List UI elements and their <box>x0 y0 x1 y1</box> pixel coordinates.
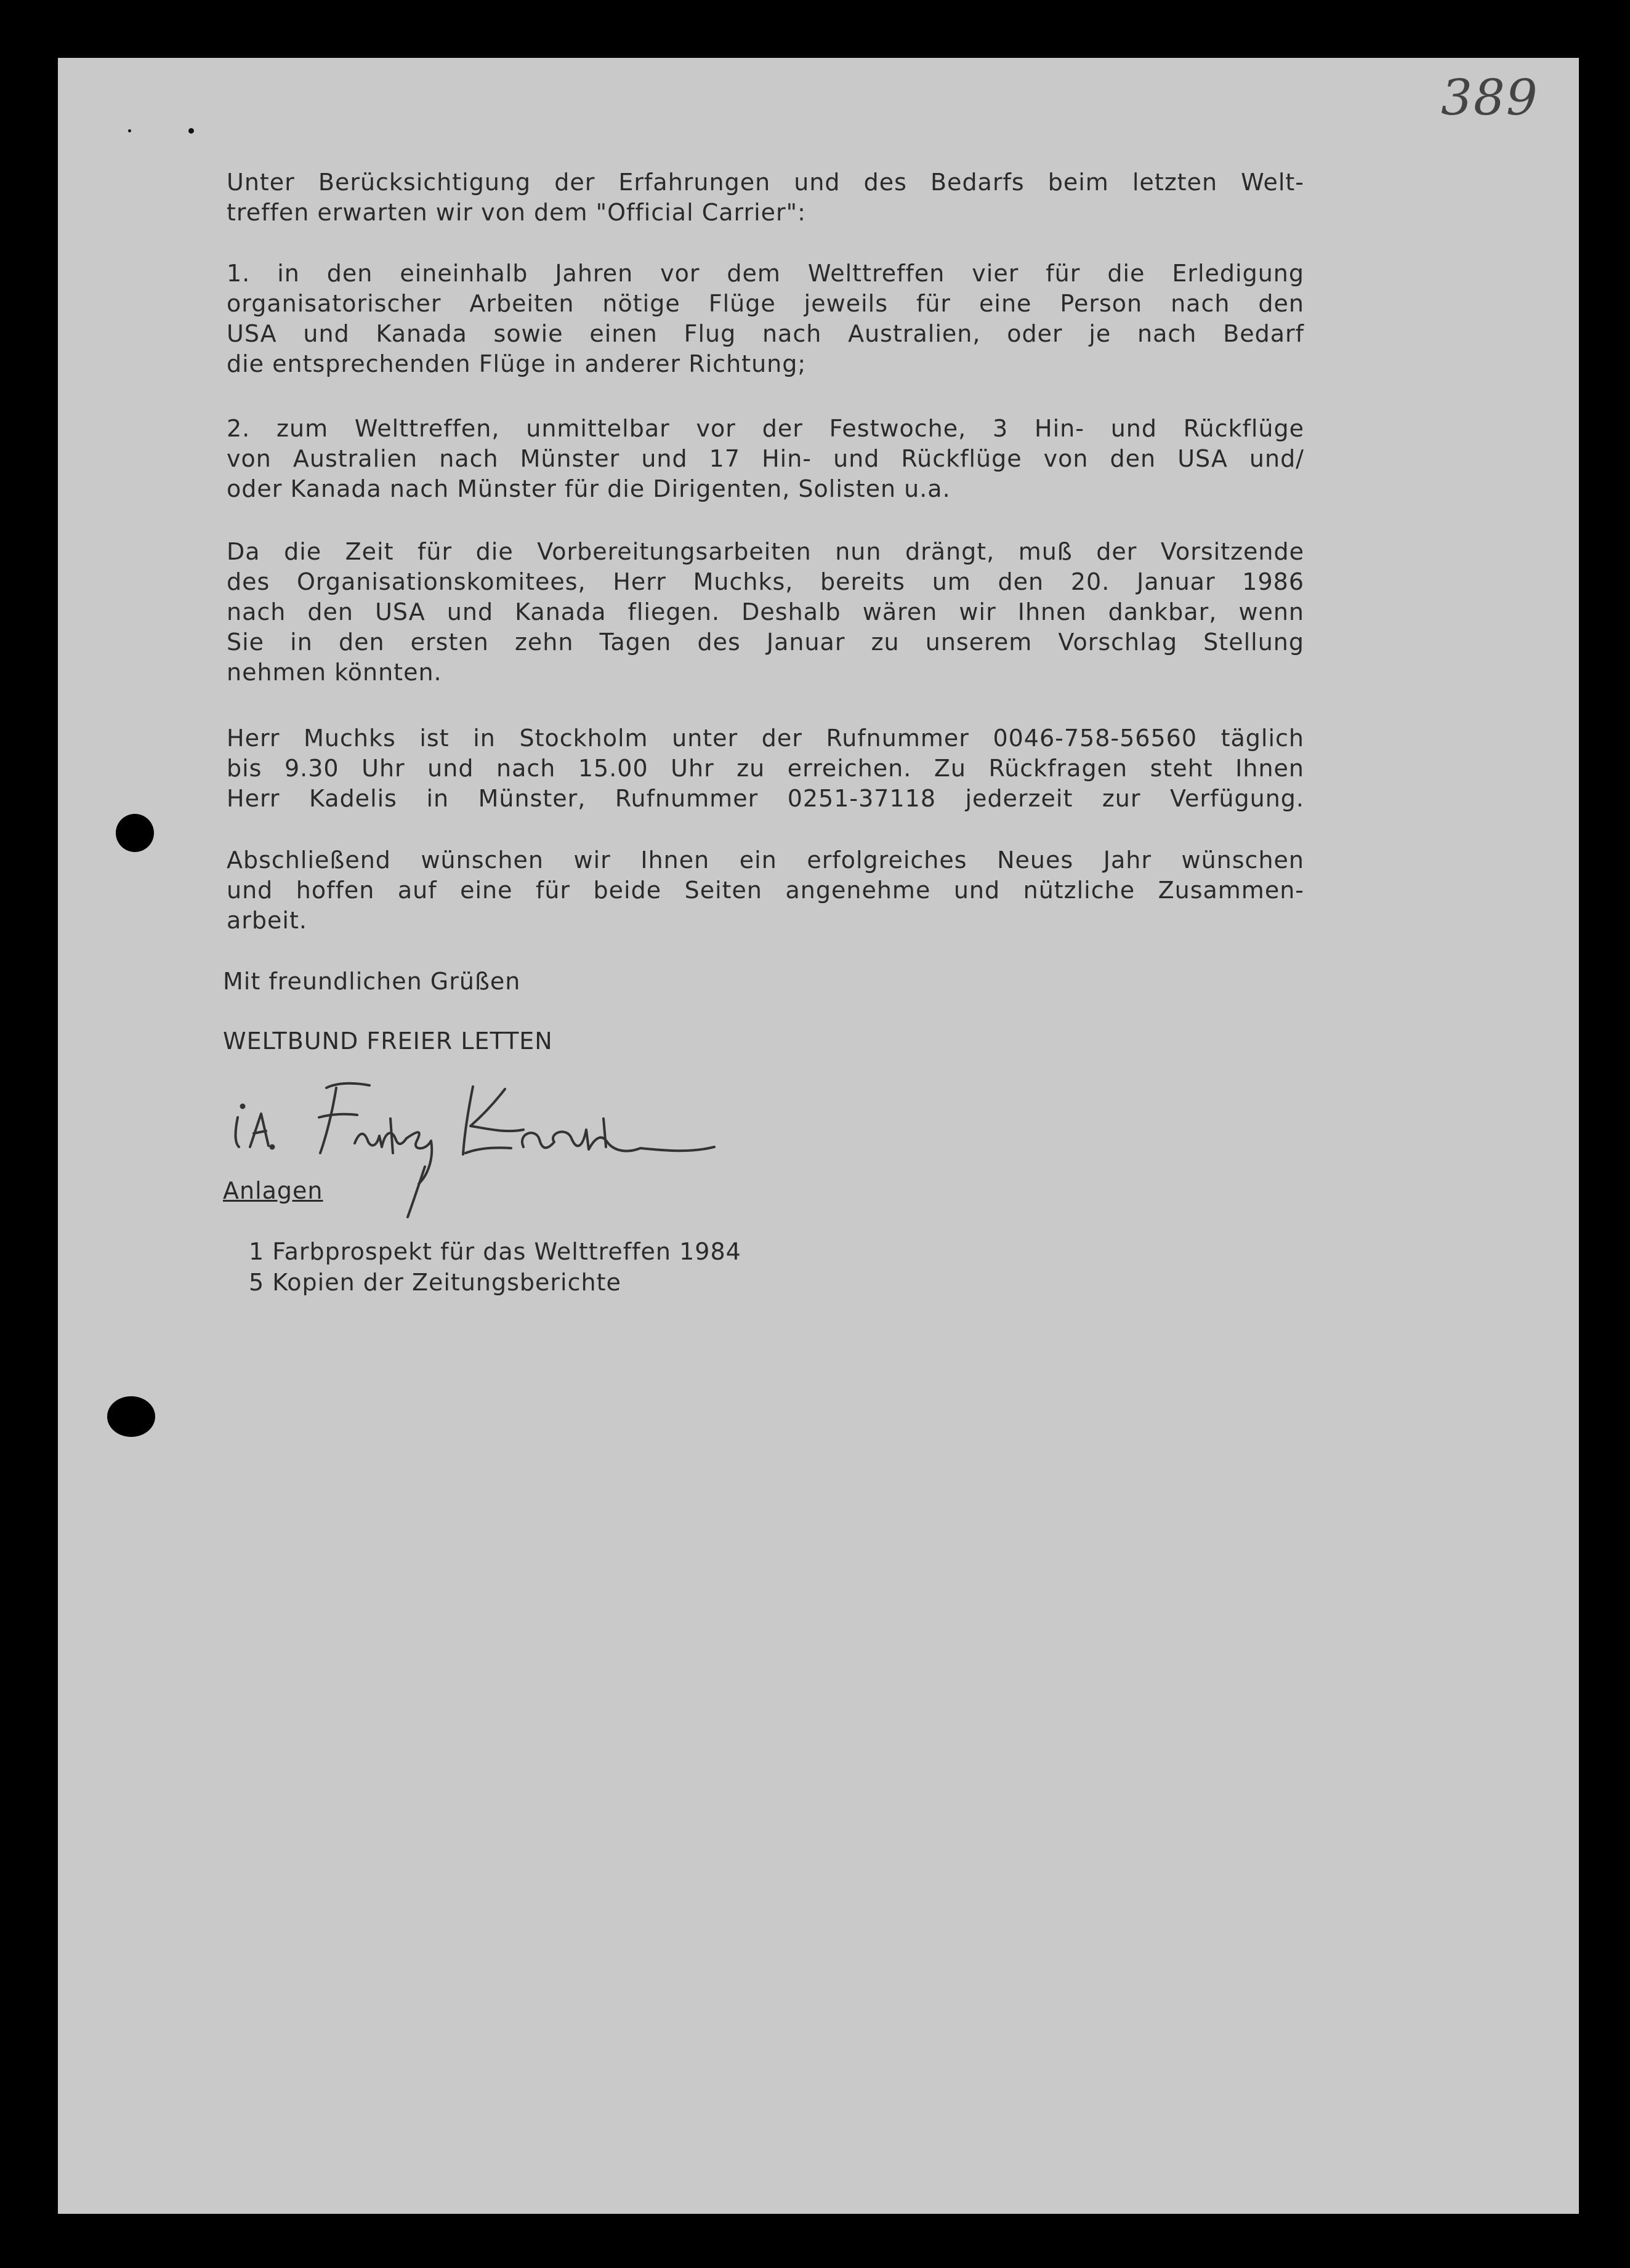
attachment-item: 1 Farbprospekt für das Welttreffen 1984 <box>249 1238 741 1265</box>
attachments-heading: Anlagen <box>223 1177 323 1204</box>
paragraph-item-1 <box>227 259 1304 379</box>
page-number: 389 <box>1441 69 1539 126</box>
closing-greeting: Mit freundlichen Grüßen <box>223 968 521 995</box>
punch-hole <box>116 814 154 852</box>
text-line: USA und Kanada sowie einen Flug nach Australien, oder je nach Bedarf <box>227 320 1304 347</box>
text-line: nach den USA und Kanada fliegen. Deshalb wären wir Ihnen dankbar, wenn <box>227 598 1304 625</box>
paragraph-intro <box>227 167 1304 228</box>
text-line: und hoffen auf eine für beide Seiten angenehme und nützliche Zusammen- <box>227 877 1304 904</box>
text-line: von Australien nach Münster und 17 Hin- und Rückflüge von den USA und/ <box>227 445 1304 472</box>
text-line: 2. zum Welttreffen, unmittelbar vor der Festwoche, 3 Hin- und Rückflüge <box>227 415 1304 442</box>
organization-name: WELTBUND FREIER LETTEN <box>223 1027 553 1055</box>
text-line: Herr Muchks ist in Stockholm unter der Rufnummer 0046-758-56560 täglich <box>227 725 1304 752</box>
text-line: Abschließend wünschen wir Ihnen ein erfolgreiches Neues Jahr wünschen <box>227 846 1304 874</box>
paragraph-closing-wishes <box>227 845 1304 936</box>
text-line: organisatorischer Arbeiten nötige Flüge jeweils für eine Person nach den <box>227 290 1304 317</box>
punch-hole <box>107 1396 155 1437</box>
punch-mark <box>128 129 131 132</box>
text-line: Sie in den ersten zehn Tagen des Januar zu unserem Vorschlag Stellung <box>227 629 1304 656</box>
text-line: oder Kanada nach Münster für die Dirigenten, Solisten u.a. <box>227 475 951 502</box>
text-line: arbeit. <box>227 907 307 934</box>
text-line: treffen erwarten wir von dem "Official Carrier": <box>227 199 806 226</box>
paragraph-item-2 <box>227 414 1304 504</box>
text-line: Herr Kadelis in Münster, Rufnummer 0251-37118 jederzeit zur Verfügung. <box>227 785 1304 812</box>
text-line: Da die Zeit für die Vorbereitungsarbeiten nun drängt, muß der Vorsitzende <box>227 538 1304 565</box>
text-line: die entsprechenden Flüge in anderer Richtung; <box>227 350 807 377</box>
paragraph-contacts <box>227 723 1304 814</box>
paragraph-timing <box>227 537 1304 688</box>
text-line: bis 9.30 Uhr und nach 15.00 Uhr zu erreichen. Zu Rückfragen steht Ihnen <box>227 755 1304 782</box>
punch-mark <box>188 128 194 134</box>
text-line: des Organisationskomitees, Herr Muchks, bereits um den 20. Januar 1986 <box>227 568 1304 595</box>
attachment-item: 5 Kopien der Zeitungsberichte <box>249 1269 621 1296</box>
text-line: Unter Berücksichtigung der Erfahrungen und des Bedarfs beim letzten Welt- <box>227 169 1304 196</box>
attachments-list <box>249 1236 1326 1298</box>
text-line: nehmen könnten. <box>227 659 442 686</box>
text-line: 1. in den eineinhalb Jahren vor dem Welttreffen vier für die Erledigung <box>227 260 1304 287</box>
